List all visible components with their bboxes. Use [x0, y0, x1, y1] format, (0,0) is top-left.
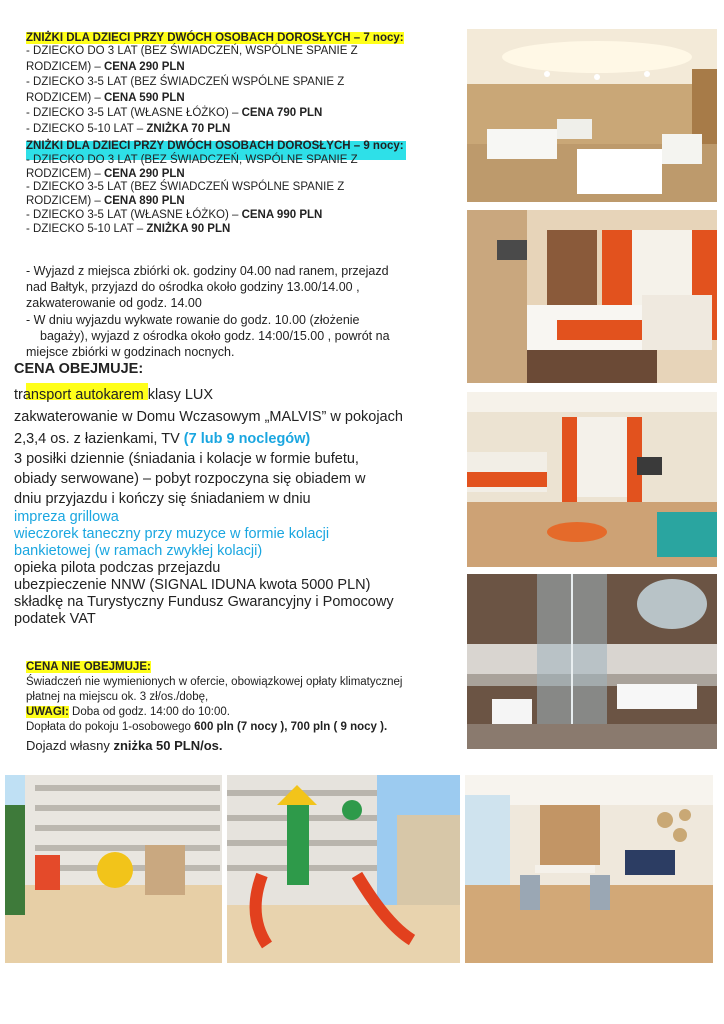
- other-insurance: ubezpieczenie NNW (SIGNAL IDUNA kwota 5000 PLN): [14, 577, 371, 593]
- section2-title: ZNIŻKI DLA DZIECI PRZY DWÓCH OSOBACH DOROSŁYCH – 9 nocy:: [26, 140, 404, 152]
- other-pilot: opieka pilota podczas przejazdu: [14, 560, 221, 576]
- section1-text: - DZIECKO 3-5 LAT (BEZ ŚWIADCZEŃ WSPÓLNE SPANIE Z: [26, 76, 345, 88]
- other-fund: składkę na Turystyczny Fundusz Gwarancyjny i Pomocowy: [14, 594, 394, 610]
- section1-line: [26, 107, 322, 120]
- section2-text: - DZIECKO 5-10 LAT –: [26, 222, 147, 235]
- accommodation-line-1: zakwaterowanie w Domu Wczasowym „MALVIS” w pokojach: [14, 409, 403, 425]
- section2-line: [26, 223, 230, 236]
- section2-value: CENA 890 PLN: [103, 195, 185, 208]
- section1-text: RODZICEM) –: [26, 60, 104, 73]
- single-room-line: Dopłata do pokoju 1-osobowego 600 pln (7 nocy ), 700 pln ( 9 nocy ).: [26, 721, 388, 733]
- extra-dance-1: wieczorek taneczny przy muzyce w formie kolacji: [14, 526, 330, 542]
- playground-photo-1: [5, 775, 222, 963]
- section1-title: ZNIŻKI DLA DZIECI PRZY DWÓCH OSOBACH DOROSŁYCH – 7 nocy:: [26, 32, 404, 44]
- section2-text: - DZIECKO DO 3 LAT (BEZ ŚWIADCZEŃ, WSPÓLNE SPANIE Z: [26, 154, 358, 166]
- section1-text: - DZIECKO 5-10 LAT –: [26, 122, 147, 135]
- section1-text: RODZICEM) –: [26, 91, 104, 104]
- accommodation-line-2: 2,3,4 os. z łazienkami, TV (7 lub 9 noclegów): [14, 431, 311, 447]
- restaurant-hall-photo: [467, 29, 717, 202]
- section2-text: RODZICEM) –: [26, 195, 104, 208]
- section1-text: - DZIECKO DO 3 LAT (BEZ ŚWIADCZEŃ, WSPÓLNE SPANIE Z: [26, 45, 358, 57]
- hotel-suite-photo: [467, 392, 717, 567]
- excludes-line-1: Świadczeń nie wymienionych w ofercie, obowiązkowej opłaty klimatycznej: [26, 676, 403, 688]
- own-transport-line: Dojazd własny zniżka 50 PLN/os.: [26, 738, 223, 753]
- travel-line: nad Bałtyk, przyjazd do ośrodka około godziny 13.00/14.00 ,: [26, 280, 360, 294]
- travel-line: - Wyjazd z miejsca zbiórki ok. godziny 04.00 nad ranem, przejazd: [26, 264, 389, 278]
- section2-text: RODZICEM) –: [26, 167, 104, 180]
- excludes-heading: CENA NIE OBEJMUJE:: [26, 661, 151, 673]
- travel-line: miejsce zbiórki w godzinach nocnych.: [26, 345, 235, 359]
- section2-line: [26, 195, 185, 208]
- section1-line: [26, 61, 185, 74]
- meals-line-3: dniu przyjazdu i kończy się śniadaniem w dniu: [14, 491, 311, 507]
- section2-line: [26, 168, 185, 181]
- travel-line: - W dniu wyjazdu wykwate rowanie do godz. 10.00 (złożenie: [26, 313, 360, 327]
- section1-text: - DZIECKO 3-5 LAT (WŁASNE ŁÓŻKO) –: [26, 107, 242, 119]
- section2-value: CENA 290 PLN: [103, 167, 185, 180]
- lounge-photo: [465, 775, 713, 963]
- section1-line: [26, 123, 230, 136]
- meals-line-2: obiady serwowane) – pobyt rozpoczyna się obiadem w: [14, 471, 366, 487]
- section1-value: CENA 790 PLN: [241, 107, 323, 119]
- section2-text: - DZIECKO 3-5 LAT (BEZ ŚWIADCZEŃ WSPÓLNE SPANIE Z: [26, 181, 345, 194]
- section2-line: [26, 209, 322, 222]
- extra-dance-2: bankietowej (w ramach zwykłej kolacji): [14, 543, 263, 559]
- uwagi-line: UWAGI: Doba od godz. 14:00 do 10:00.: [26, 706, 230, 718]
- bathroom-photo: [467, 574, 717, 749]
- section2-line: [26, 154, 358, 167]
- other-vat: podatek VAT: [14, 611, 96, 627]
- extra-grill: impreza grillowa: [14, 509, 119, 525]
- section2-value: CENA 990 PLN: [241, 208, 323, 221]
- section1-line: [26, 76, 344, 89]
- section2-text: - DZIECKO 3-5 LAT (WŁASNE ŁÓŻKO) –: [26, 208, 242, 221]
- section1-value: CENA 590 PLN: [103, 91, 185, 104]
- transport-line: transport autokarem klasy LUX: [14, 387, 214, 403]
- section2-line: [26, 181, 344, 194]
- hotel-room-photo: [467, 210, 717, 383]
- travel-line: zakwaterowanie od godz. 14.00: [26, 296, 202, 310]
- section2-value: ZNIŻKA 90 PLN: [146, 222, 231, 235]
- section1-line: [26, 92, 185, 105]
- section1-line: [26, 45, 358, 58]
- includes-heading: CENA OBEJMUJE:: [14, 361, 144, 377]
- meals-line-1: 3 posiłki dziennie (śniadania i kolacje w formie bufetu,: [14, 451, 359, 467]
- excludes-line-2: płatnej na miejscu ok. 3 zł/os./dobę,: [26, 691, 209, 703]
- travel-line: bagaży), wyjazd z ośrodka około godz. 14:00/15.00 , powrót na: [40, 329, 390, 343]
- playground-photo-2: [227, 775, 460, 963]
- section1-value: ZNIŻKA 70 PLN: [146, 122, 231, 135]
- section1-value: CENA 290 PLN: [103, 60, 185, 73]
